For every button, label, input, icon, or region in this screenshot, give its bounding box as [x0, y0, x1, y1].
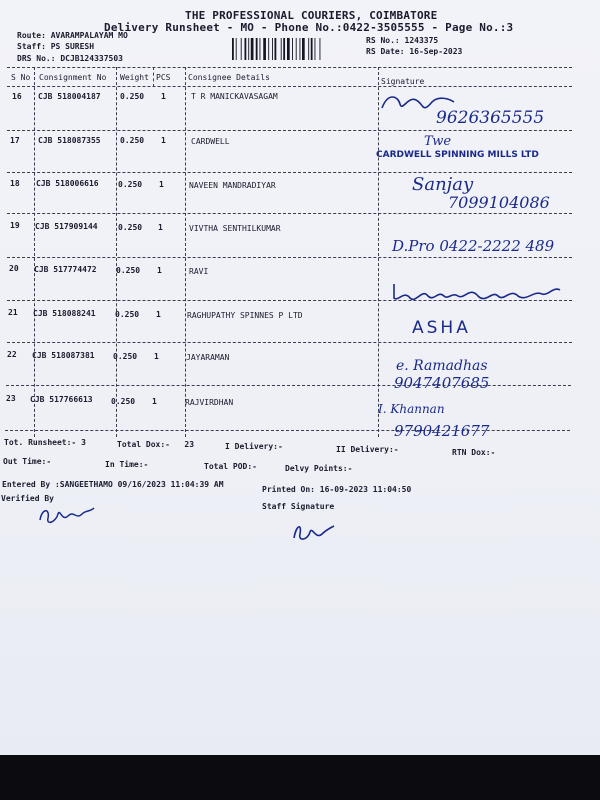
barcode-bar	[245, 38, 247, 60]
signature-row-17	[378, 136, 578, 172]
row-consignee: JAYARAMAN	[186, 353, 230, 362]
row-weight: 0.250	[118, 223, 143, 232]
tamil-signature	[378, 276, 568, 304]
row-pcs: 1	[152, 397, 157, 406]
entered-by: Entered By :SANGEETHAMO 09/16/2023 11:04:39 AM	[2, 480, 224, 489]
barcode-bar	[283, 38, 285, 60]
barcode-bar	[300, 38, 301, 60]
barcode-bar	[315, 38, 316, 60]
row-consignment: CJB 518087381	[32, 351, 95, 360]
col-header-weight: Weight	[120, 73, 149, 82]
signature-row-23	[378, 402, 578, 440]
row-pcs: 1	[159, 180, 164, 189]
row-weight: 0.250	[113, 352, 138, 361]
barcode-bar	[248, 38, 249, 60]
col-divider	[185, 67, 186, 437]
row-consignment: CJB 517909144	[35, 222, 98, 231]
phone-handwritten: 9626365555	[436, 108, 545, 128]
row-pcs: 1	[161, 136, 166, 145]
row-consignee: CARDWELL	[191, 137, 230, 146]
row-consignment: CJB 518088241	[33, 309, 96, 318]
signature-ink: I. Khannan	[378, 402, 445, 416]
total-dox: Total Dox:- 23	[117, 440, 195, 449]
printed-on: Printed On: 16-09-2023 11:04:50	[262, 485, 412, 494]
col-divider	[34, 67, 35, 437]
row-weight: 0.250	[115, 310, 140, 319]
signature-row-16	[378, 90, 578, 132]
row-pcs: 1	[156, 310, 161, 319]
signature-row-18	[378, 174, 578, 214]
barcode-bar	[320, 38, 321, 60]
col-divider	[116, 67, 117, 437]
signature-row-22	[378, 358, 578, 392]
signature-ink: e. Ramadhas	[396, 358, 488, 374]
verified-by-signature	[36, 500, 96, 530]
barcode-bar	[268, 38, 269, 60]
barcode-bar	[263, 38, 266, 60]
runsheet-subtitle: Delivery Runsheet - MO - Phone No.:0422-3505555 - Page No.:3	[104, 21, 514, 34]
col-header-signature: Signature	[381, 77, 425, 86]
signature-row-20	[378, 276, 578, 306]
out-time: Out Time:-	[3, 457, 52, 466]
phone-handwritten: 9047407685	[394, 374, 490, 392]
row-sno: 23	[6, 394, 16, 403]
row-consignee: RAJVIRDHAN	[185, 398, 234, 407]
row-weight: 0.250	[116, 266, 141, 275]
row-sno: 20	[9, 264, 19, 273]
col-header-sno: S No	[11, 73, 31, 82]
tot-runsheet: Tot. Runsheet:- 3	[4, 438, 86, 447]
barcode-bar	[236, 38, 237, 60]
handwritten-name: ASHA	[412, 318, 471, 338]
row-sno: 19	[10, 221, 20, 230]
staff-signature-mark	[288, 516, 338, 546]
row-sno: 22	[7, 350, 17, 359]
barcode-bar	[275, 38, 277, 60]
scan-bottom-edge	[0, 755, 600, 800]
barcode-bar	[256, 38, 258, 60]
barcode-bar	[251, 38, 254, 60]
row-weight: 0.250	[120, 92, 145, 101]
barcode-bar	[311, 38, 313, 60]
row-pcs: 1	[157, 266, 162, 275]
total-pod: Total POD:-	[204, 462, 257, 471]
row-consignment: CJB 518006616	[36, 179, 99, 188]
row-consignment: CJB 517774472	[34, 265, 97, 274]
row-consignee: VIVTHA SENTHILKUMAR	[189, 224, 281, 233]
delvy-points: Delvy Points:-	[285, 464, 353, 473]
barcode-bar	[302, 38, 305, 60]
signature-row-21	[378, 318, 578, 344]
rtn-dox: RTN Dox:-	[452, 448, 496, 457]
row-sno: 17	[10, 136, 20, 145]
col-header-consignee: Consignee Details	[188, 73, 270, 82]
ii-delivery: II Delivery:-	[336, 445, 399, 454]
row-sno: 16	[12, 92, 22, 101]
row-weight: 0.250	[111, 397, 136, 406]
barcode-bar	[232, 38, 234, 60]
row-consignee: NAVEEN MANDRADIYAR	[189, 181, 276, 190]
col-header-consignment: Consignment No	[39, 73, 107, 82]
row-rule	[7, 172, 572, 173]
barcode-bar	[287, 38, 290, 60]
phone-handwritten: 9790421677	[394, 422, 490, 440]
barcode-bar	[260, 38, 261, 60]
row-weight: 0.250	[120, 136, 145, 145]
phone-handwritten: D.Pro 0422-2222 489	[392, 237, 555, 255]
barcode-bar	[281, 38, 282, 60]
row-consignee: RAVI	[189, 267, 209, 276]
col-header-pcs: PCS	[156, 73, 171, 82]
barcode-bar	[296, 38, 297, 60]
i-delivery: I Delivery:-	[225, 442, 283, 451]
signature-ink: Sanjay	[412, 174, 474, 195]
row-pcs: 1	[154, 352, 159, 361]
rs-number: RS No.: 1243375	[366, 36, 439, 45]
barcode-bar	[272, 38, 273, 60]
row-weight: 0.250	[118, 180, 143, 189]
table-header-rule	[7, 86, 572, 87]
row-sno: 18	[10, 179, 20, 188]
table-top-rule	[7, 67, 572, 68]
route-label: Route: AVARAMPALAYAM MO	[17, 31, 128, 40]
staff-signature-label: Staff Signature	[262, 502, 335, 511]
barcode-bar	[292, 38, 293, 60]
row-sno: 21	[8, 308, 18, 317]
staff-label: Staff: PS SURESH	[17, 42, 95, 51]
company-title: THE PROFESSIONAL COURIERS, COIMBATORE	[185, 9, 438, 22]
company-stamp: CARDWELL SPINNING MILLS LTD	[376, 150, 539, 160]
row-consignee: RAGHUPATHY SPINNES P LTD	[187, 311, 303, 320]
barcode-bar	[241, 38, 242, 60]
row-pcs: 1	[158, 223, 163, 232]
row-consignee: T R MANICKAVASAGAM	[191, 92, 278, 101]
phone-handwritten: 7099104086	[448, 193, 550, 212]
verified-by-label: Verified By	[1, 494, 54, 503]
in-time: In Time:-	[105, 460, 149, 469]
row-consignment: CJB 518004187	[38, 92, 101, 101]
rs-date: RS Date: 16-Sep-2023	[366, 47, 463, 56]
col-divider	[153, 67, 154, 87]
drs-number: DRS No.: DCJB124337503	[17, 54, 123, 63]
signature-ink: Twe	[424, 134, 452, 149]
barcode	[232, 38, 352, 60]
row-pcs: 1	[161, 92, 166, 101]
row-consignment: CJB 518087355	[38, 136, 101, 145]
signature-row-19	[378, 233, 578, 263]
barcode-bar	[308, 38, 309, 60]
row-consignment: CJB 517766613	[30, 395, 93, 404]
